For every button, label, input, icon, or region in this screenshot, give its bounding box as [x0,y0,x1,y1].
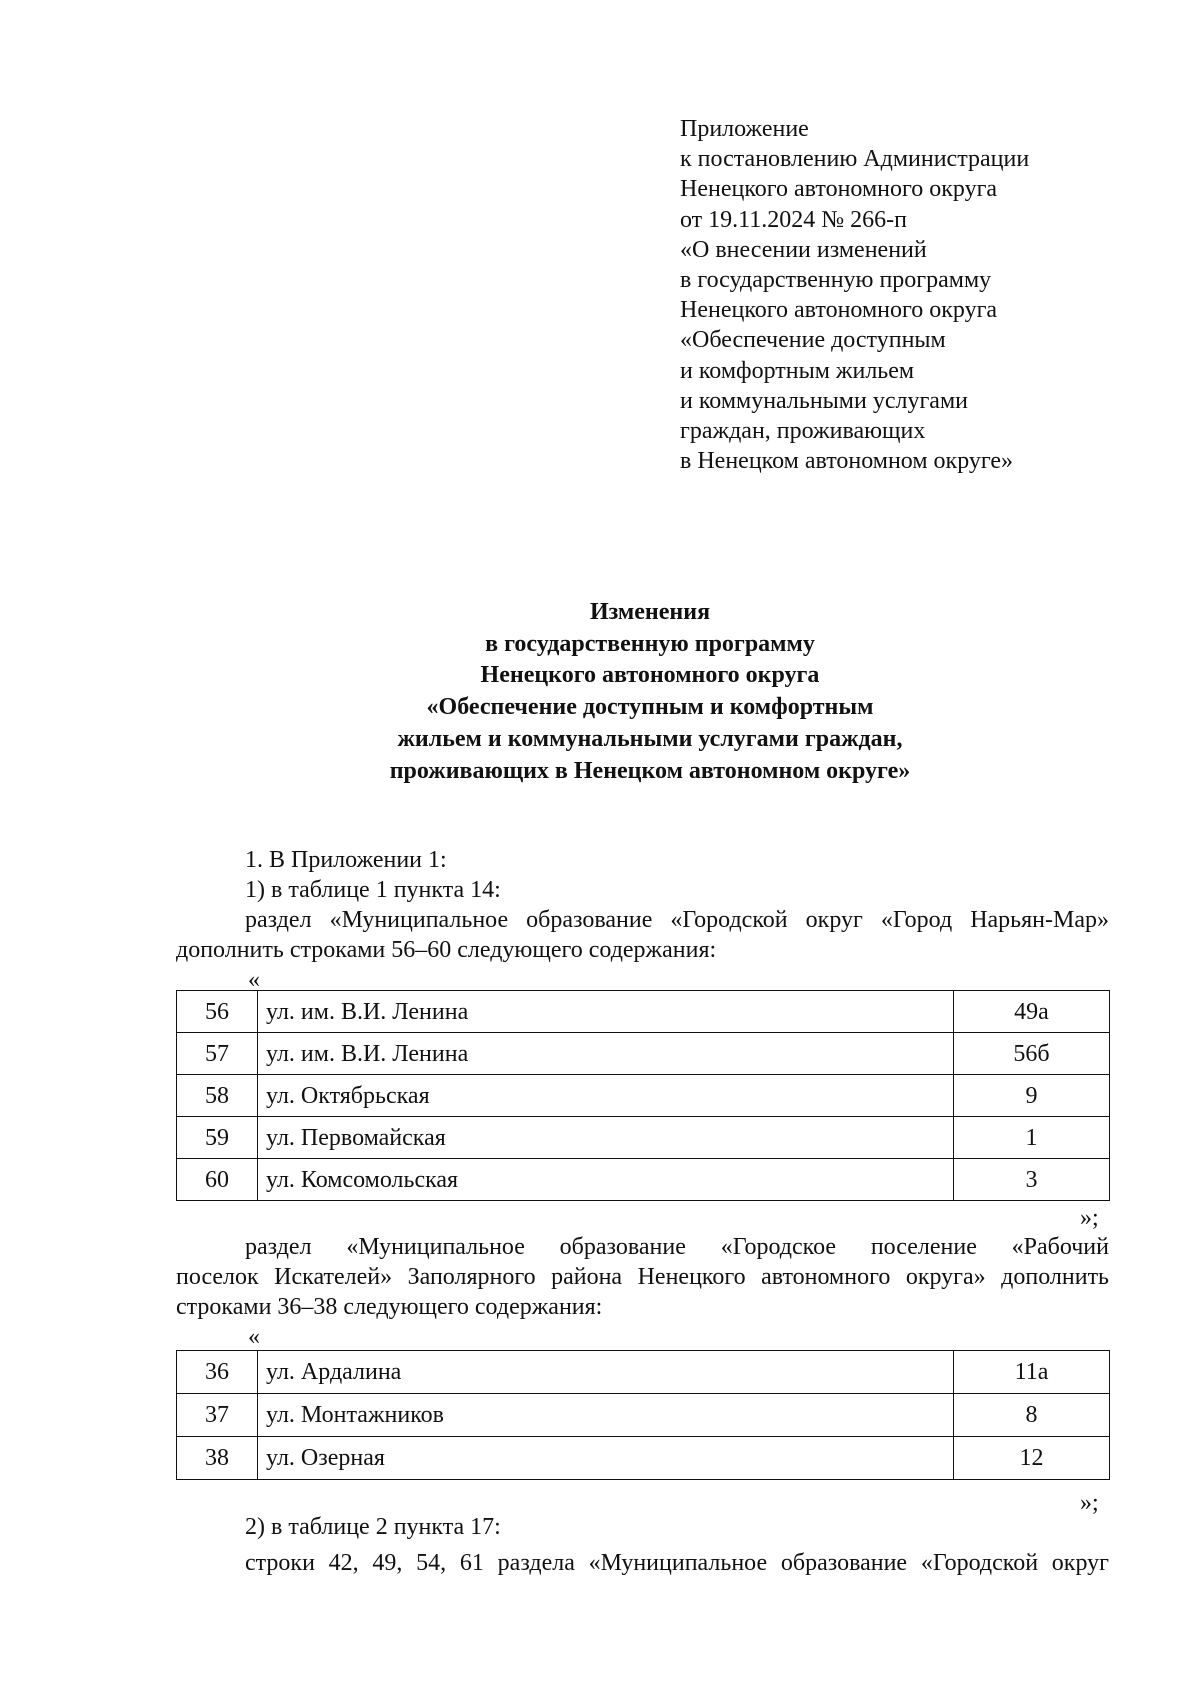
annex-line: и коммунальными услугами [680,387,968,414]
title-line: жильем и коммунальными услугами граждан, [397,725,903,752]
open-quote: « [248,967,260,993]
title-line: Изменения [589,599,711,625]
row-number: 58 [177,1075,258,1117]
street-name: ул. Озерная [258,1437,954,1480]
title-line: Ненецкого автономного округа [480,662,820,689]
house-number: 11а [954,1351,1110,1394]
close-quote: »; [1080,1205,1099,1231]
annex-line: к постановлению Администрации [680,146,1030,173]
annex-line: «Обеспечение доступным [680,327,946,354]
paragraph-2-line-1: раздел «Муниципальное образование «Городское поселение «Рабочий [245,1234,1109,1260]
house-number: 56б [954,1033,1110,1075]
street-name: ул. Ардалина [258,1351,954,1394]
row-number: 59 [177,1117,258,1159]
annex-line: граждан, проживающих [680,418,926,445]
close-quote: »; [1080,1490,1099,1516]
annex-line: в Ненецком автономном округе» [680,448,1014,475]
annex-line: в государственную программу [680,267,992,294]
row-number: 36 [177,1351,258,1394]
paragraph-3-line-1: строки 42, 49, 54, 61 раздела «Муниципальное образование «Городской округ [245,1550,1109,1576]
paragraph-2-line-3: строками 36–38 следующего содержания: [176,1294,603,1320]
table-row [177,1075,1110,1117]
row-number: 60 [177,1159,258,1201]
table-row [177,1159,1110,1201]
title-line: проживающих в Ненецком автономном округе» [389,757,911,784]
address-table-2 [176,1350,1110,1480]
table-row [177,1351,1110,1394]
table-row [177,1117,1110,1159]
street-name: ул. Комсомольская [258,1159,954,1201]
row-number: 37 [177,1394,258,1437]
paragraph-1-line-2: дополнить строками 56–60 следующего содержания: [176,937,717,963]
subsection-1: 1) в таблице 1 пункта 14: [245,877,501,903]
annex-line: и комфортным жильем [680,357,915,384]
paragraph-2-line-2: поселок Искателей» Заполярного района Ненецкого автономного округа» дополнить [176,1264,1109,1290]
subsection-2: 2) в таблице 2 пункта 17: [245,1514,501,1540]
row-number: 38 [177,1437,258,1480]
table-row [177,1394,1110,1437]
house-number: 8 [954,1394,1110,1437]
house-number: 9 [954,1075,1110,1117]
table-row [177,1033,1110,1075]
annex-line: Ненецкого автономного округа [680,297,998,324]
street-name: ул. Монтажников [258,1394,954,1437]
house-number: 49а [954,991,1110,1033]
title-line: «Обеспечение доступным и комфортным [426,694,874,721]
title-line: в государственную программу [485,630,815,657]
street-name: ул. им. В.И. Ленина [258,1033,954,1075]
annex-line: «О внесении изменений [680,236,927,263]
house-number: 1 [954,1117,1110,1159]
address-table-1 [176,990,1110,1201]
annex-line: Ненецкого автономного округа [680,176,998,203]
open-quote: « [248,1324,260,1350]
street-name: ул. им. В.И. Ленина [258,991,954,1033]
paragraph-1-line-1: раздел «Муниципальное образование «Городской округ «Город Нарьян-Мар» [245,907,1109,933]
annex-header [680,114,1160,476]
annex-line: от 19.11.2024 № 266-п [680,206,908,233]
house-number: 3 [954,1159,1110,1201]
table-row [177,991,1110,1033]
annex-line: Приложение [680,116,809,142]
street-name: ул. Октябрьская [258,1075,954,1117]
document-title [0,597,1200,787]
table-row [177,1437,1110,1480]
section-heading: 1. В Приложении 1: [245,847,447,873]
row-number: 56 [177,991,258,1033]
house-number: 12 [954,1437,1110,1480]
street-name: ул. Первомайская [258,1117,954,1159]
row-number: 57 [177,1033,258,1075]
